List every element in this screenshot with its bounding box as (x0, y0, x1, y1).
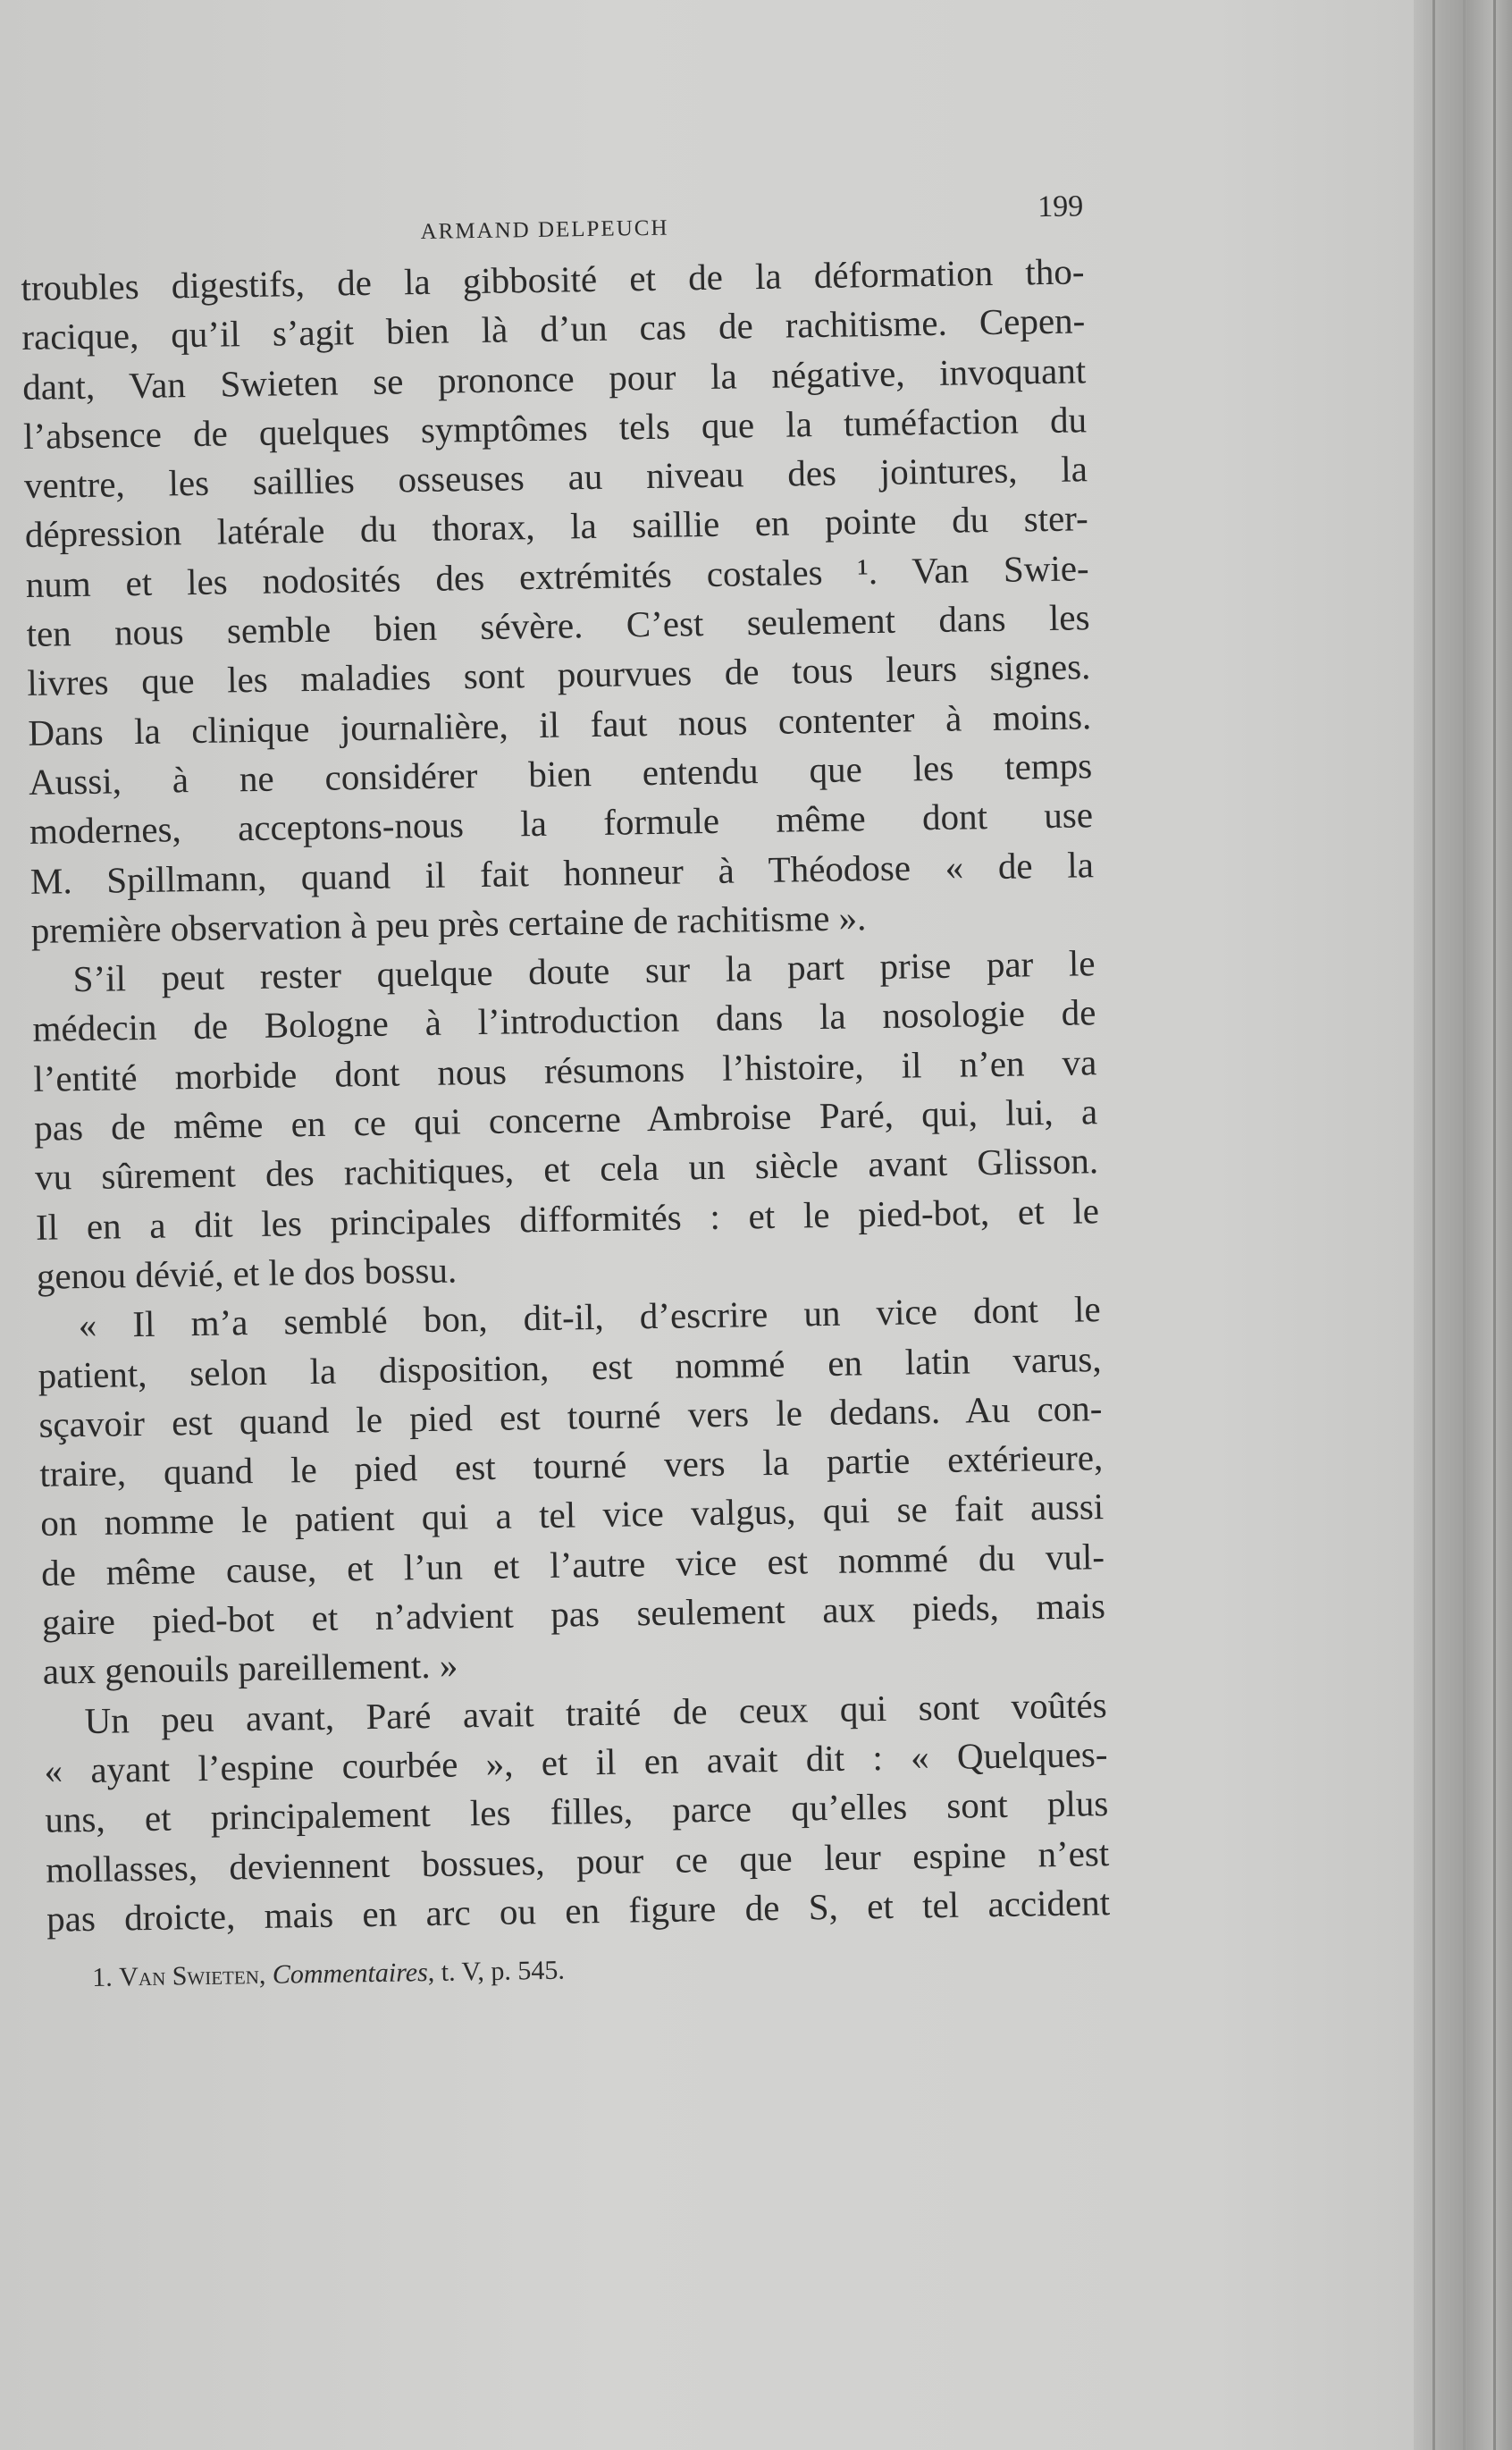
footnote-number: 1. (91, 1962, 113, 1993)
paragraph (21, 247, 1095, 956)
gutter-shadow-line (1493, 0, 1496, 2450)
text-line: Aussi, à ne considérer bien entendu que les temps (28, 745, 1093, 803)
text-line: Il en a dit les principales difformités : et le pied-bot, et le (35, 1189, 1100, 1248)
text-line: Un peu avant, Paré avait traité de ceux qui sont voûtés (84, 1683, 1107, 1741)
page-number: 199 (1037, 189, 1084, 224)
text-line: pas de même en ce qui concerne Ambroise Paré, qui, lui, a (33, 1090, 1098, 1149)
text-line: patient, selon la disposition, est nommé en latin varus, (38, 1337, 1102, 1396)
text-line: livres que les maladies sont pourvues de tous leurs signes. (27, 645, 1091, 704)
text-line: mollasses, deviennent bossues, pour ce que leur espine n’est (45, 1831, 1110, 1890)
text-line: Dans la clinique journalière, il faut nous contenter à moins. (27, 695, 1092, 754)
gutter-shadow-line (1463, 0, 1466, 2450)
text-line: gaire pied-bot et n’advient pas seulement aux pieds, mais (41, 1585, 1106, 1643)
text-line: modernes, acceptons-nous la formule même dont use (29, 794, 1094, 853)
text-line: « ayant l’espine courbée », et il en avait dit : « Quelques- (44, 1733, 1108, 1791)
text-line: première observation à peu près certaine de rachitisme ». (30, 897, 867, 951)
book-gutter (1414, 0, 1512, 2450)
text-line: racique, qu’il s’agit bien là d’un cas de rachitisme. Cepen- (21, 299, 1086, 358)
text-line: de même cause, et l’un et l’autre vice est nommé du vul- (40, 1535, 1105, 1594)
text-line: dant, Van Swieten se prononce pour la négative, invoquant (21, 349, 1087, 408)
footnote: 1. Van Swieten, Commentaires, t. V, p. 545. (91, 1955, 566, 1993)
text-line: l’absence de quelques symptômes tels que la tuméfaction du (22, 399, 1088, 457)
text-line: vu sûrement des rachitiques, et cela un siècle avant Glisson. (34, 1140, 1099, 1199)
text-line: on nomme le patient qui a tel vice valgus, qui se fait aussi (39, 1486, 1105, 1545)
text-line: M. Spillmann, quand il fait honneur à Théodose « de la (29, 843, 1095, 902)
text-line: sçavoir est quand le pied est tourné vers le dedans. Au con- (38, 1386, 1103, 1445)
text-line: pas droicte, mais en arc ou en figure de S, et tel accident (46, 1881, 1111, 1940)
text-line: « Il m’a semblé bon, dit-il, d’escrire un vice dont le (78, 1288, 1101, 1346)
paragraph (31, 939, 1100, 1301)
text-line: traire, quand le pied est tourné vers la partie extérieure, (39, 1436, 1104, 1494)
running-head-author: ARMAND DELPEUCH (420, 215, 669, 244)
text-line: médecin de Bologne à l’introduction dans la nosologie de (32, 991, 1096, 1050)
text-line: genou dévié, et le dos bossu. (36, 1249, 458, 1297)
footnote-reference: , t. V, p. 545. (427, 1955, 566, 1988)
text-line: l’entité morbide dont nous résumons l’histoire, il n’en va (33, 1040, 1097, 1099)
text-line: num et les nodosités des extrémités costales ¹. Van Swie- (25, 547, 1089, 605)
text-line: S’il peut rester quelque doute sur la part prise par le (72, 942, 1096, 1000)
text-line: dépression latérale du thorax, la saillie en pointe du ster- (24, 497, 1089, 556)
body-text (21, 247, 1110, 1944)
paragraph (43, 1680, 1110, 1944)
footnote-author: Van Swieten (118, 1960, 260, 1992)
text-line: ten nous semble bien sévère. C’est seulement dans les (26, 596, 1090, 655)
footnote-work: Commentaires (272, 1957, 428, 1990)
text-block (20, 184, 1111, 1994)
text-line: ventre, les saillies osseuses au niveau des jointures, la (23, 448, 1088, 507)
gutter-shadow-line (1432, 0, 1435, 2450)
text-line: troubles digestifs, de la gibbosité et de la déformation tho- (21, 250, 1085, 308)
paragraph (37, 1284, 1106, 1696)
text-line: uns, et principalement les filles, parce qu’elles sont plus (45, 1782, 1109, 1840)
text-line: aux genouils pareillement. » (42, 1644, 458, 1693)
